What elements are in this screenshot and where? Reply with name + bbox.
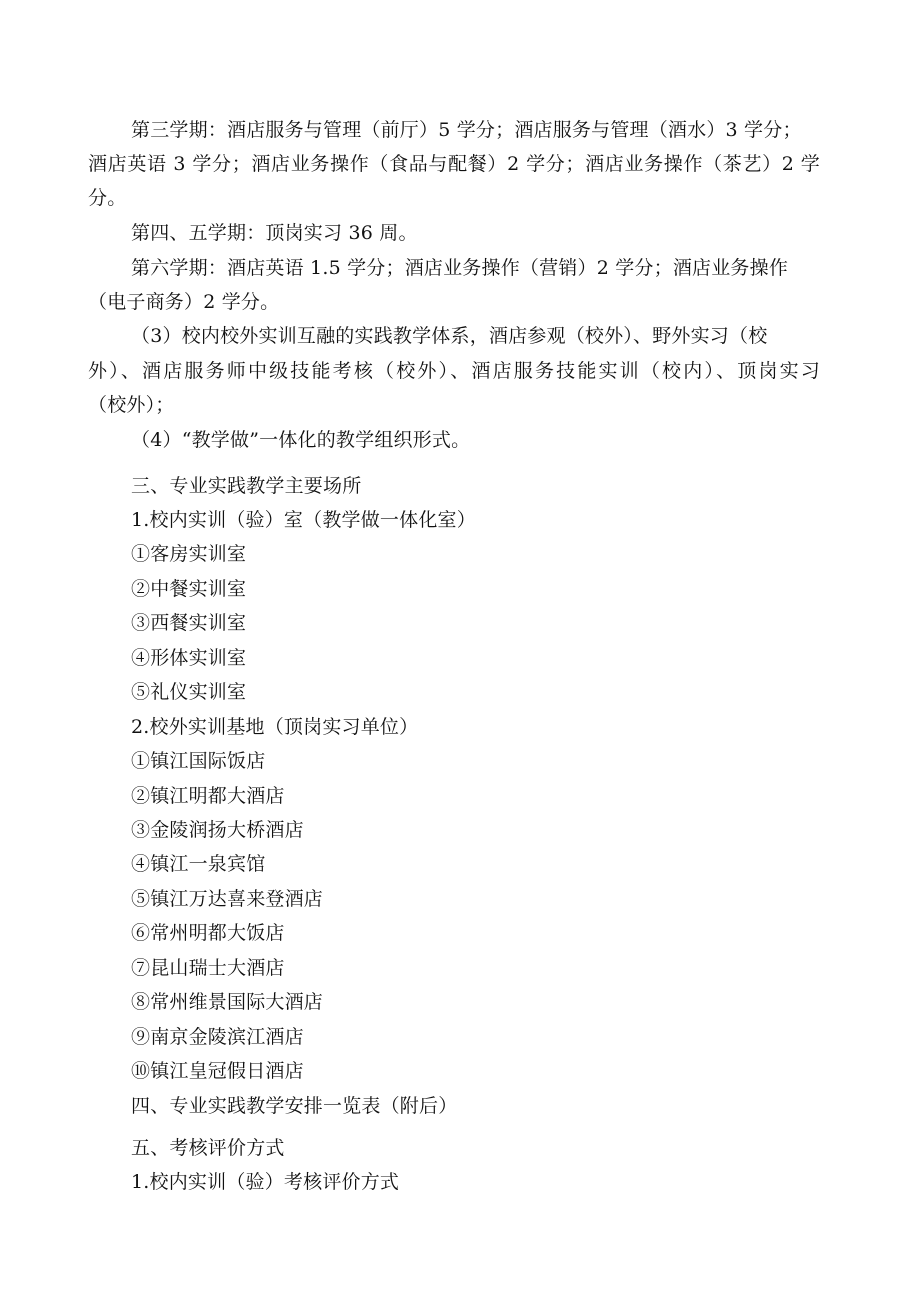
offcampus-item: ⑦昆山瑞士大酒店 xyxy=(131,957,285,979)
section5-heading: 五、考核评价方式 xyxy=(131,1137,285,1159)
offcampus-item: ⑩镇江皇冠假日酒店 xyxy=(131,1060,304,1082)
item3-line-2: 外）、酒店服务师中级技能考核（校外）、酒店服务技能实训（校内）、顶岗实习 xyxy=(88,360,820,382)
oncampus-item: ⑤礼仪实训室 xyxy=(131,681,247,703)
oncampus-item: ①客房实训室 xyxy=(131,543,247,565)
section4-heading: 四、专业实践教学安排一览表（附后） xyxy=(131,1095,458,1117)
item4-paragraph: （4）“教学做”一体化的教学组织形式。 xyxy=(131,429,471,451)
offcampus-item: ④镇江一泉宾馆 xyxy=(131,853,266,875)
offcampus-item: ⑧常州维景国际大酒店 xyxy=(131,991,324,1013)
oncampus-item: ④形体实训室 xyxy=(131,647,247,669)
offcampus-item: ⑨南京金陵滨江酒店 xyxy=(131,1026,304,1048)
section3-heading: 三、专业实践教学主要场所 xyxy=(131,475,362,497)
offcampus-item: ⑥常州明都大饭店 xyxy=(131,922,285,944)
semester6-line-2: （电子商务）2 学分。 xyxy=(88,291,280,313)
offcampus-item: ③金陵润扬大桥酒店 xyxy=(131,819,304,841)
semester3-line-3: 分。 xyxy=(88,187,127,209)
offcampus-item: ①镇江国际饭店 xyxy=(131,750,266,772)
semester3-line-2: 酒店英语 3 学分；酒店业务操作（食品与配餐）2 学分；酒店业务操作（茶艺）2 学 xyxy=(88,153,820,175)
semester45-paragraph: 第四、五学期：顶岗实习 36 周。 xyxy=(131,222,418,244)
semester6-line-1: 第六学期：酒店英语 1.5 学分；酒店业务操作（营销）2 学分；酒店业务操作 xyxy=(131,257,789,279)
oncampus-item: ③西餐实训室 xyxy=(131,612,247,634)
offcampus-heading: 2.校外实训基地（顶岗实习单位） xyxy=(131,716,419,738)
oncampus-heading: 1.校内实训（验）室（教学做一体化室） xyxy=(131,509,476,531)
offcampus-item: ⑤镇江万达喜来登酒店 xyxy=(131,888,324,910)
assessment-heading: 1.校内实训（验）考核评价方式 xyxy=(131,1171,400,1193)
semester3-line-1: 第三学期：酒店服务与管理（前厅）5 学分；酒店服务与管理（酒水）3 学分； xyxy=(131,119,802,141)
item3-line-1: （3）校内校外实训互融的实践教学体系，酒店参观（校外）、野外实习（校 xyxy=(131,325,768,347)
oncampus-item: ②中餐实训室 xyxy=(131,578,247,600)
item3-line-3: （校外）； xyxy=(88,394,175,416)
offcampus-item: ②镇江明都大酒店 xyxy=(131,785,285,807)
